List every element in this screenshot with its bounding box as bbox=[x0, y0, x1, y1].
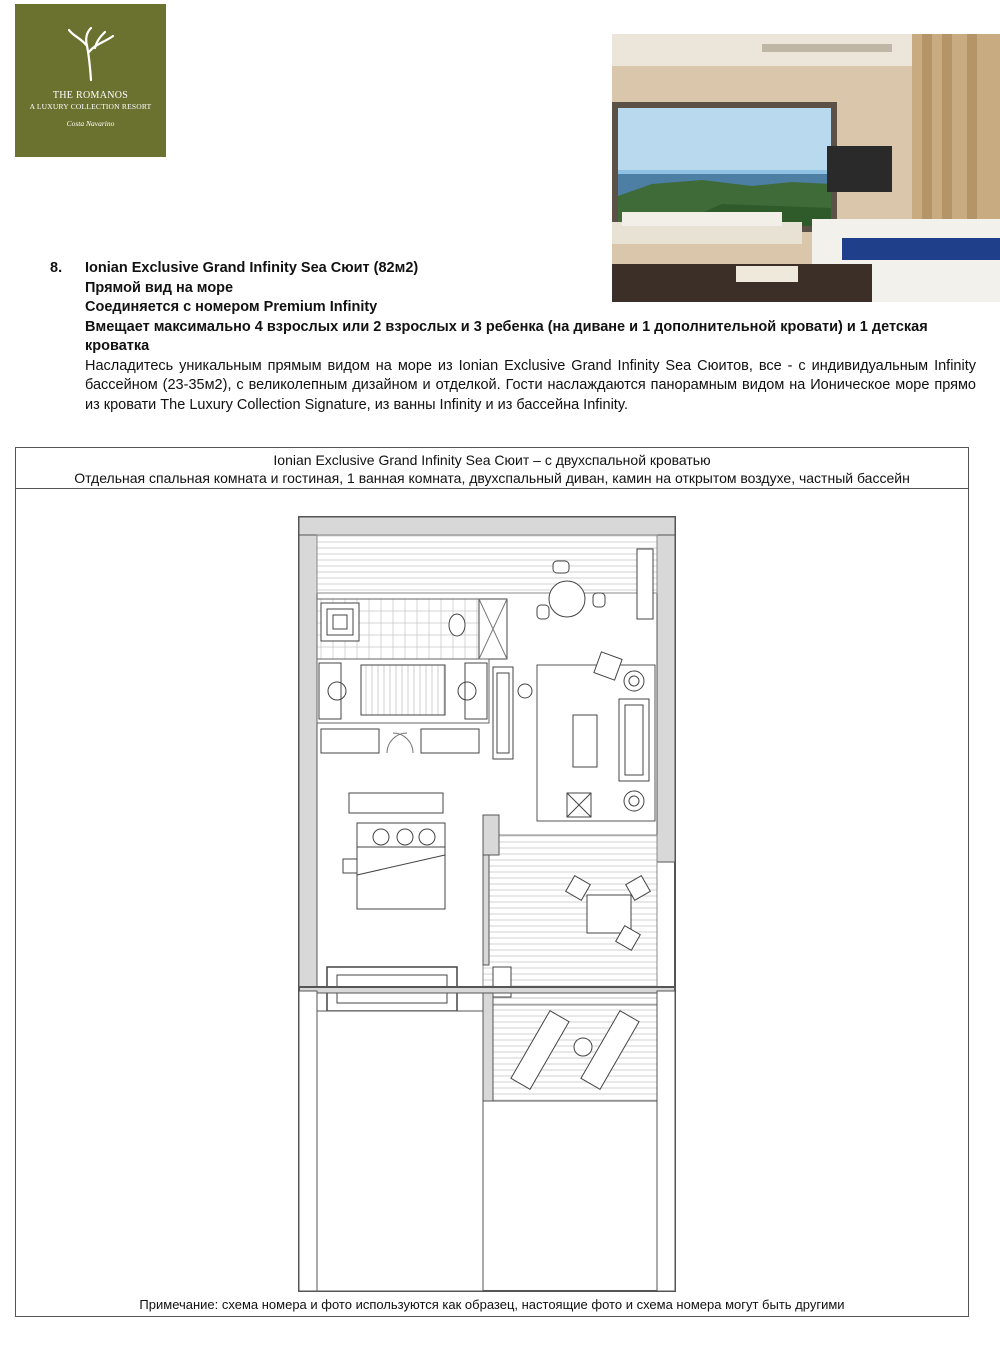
room-view: Прямой вид на море bbox=[85, 279, 234, 296]
logo-line3: Costa Navarino bbox=[66, 119, 115, 128]
room-description bbox=[50, 259, 976, 415]
room-title: Ionian Exclusive Grand Infinity Sea Сюит (82м2) bbox=[85, 260, 419, 276]
floor-plan-box bbox=[15, 447, 969, 1317]
room-paragraph: Насладитесь уникальным прямым видом на море из Ionian Exclusive Grand Infinity Sea Сюитов, все - с индивидуальным Infinity бассейном (23-35м2), с великолепным дизайном и отделкой. Гости наслаждаются панорамным видом на Ионическое море прямо из кровати The Luxury Collection Signature, из ванны Infinity и из бассейна Infinity. bbox=[85, 357, 976, 413]
resort-logo bbox=[15, 4, 166, 157]
plan-heading-2: Отдельная спальная комната и гостиная, 1 ванная комната, двухспальный диван, камин на открытом воздухе, частный бассейн bbox=[74, 470, 910, 486]
romanos-plant-logo-icon bbox=[65, 26, 117, 82]
logo-line2: A LUXURY COLLECTION RESORT bbox=[29, 102, 152, 111]
floor-plan-drawing bbox=[297, 515, 693, 1293]
plan-footnote: Примечание: схема номера и фото используются как образец, настоящие фото и схема номера могут быть другими bbox=[139, 1297, 845, 1312]
logo-line1: THE ROMANOS bbox=[52, 90, 129, 101]
room-connection: Соединяется с номером Premium Infinity bbox=[85, 299, 378, 315]
plan-header bbox=[16, 448, 968, 489]
room-capacity: Вмещает максимально 4 взрослых или 2 взрослых и 3 ребенка (на диване и 1 дополнительной кровати) и 1 детская кроватка bbox=[85, 318, 928, 354]
plan-heading-1: Ionian Exclusive Grand Infinity Sea Сюит – с двухспальной кроватью bbox=[273, 452, 711, 468]
item-number: 8. bbox=[50, 260, 63, 276]
